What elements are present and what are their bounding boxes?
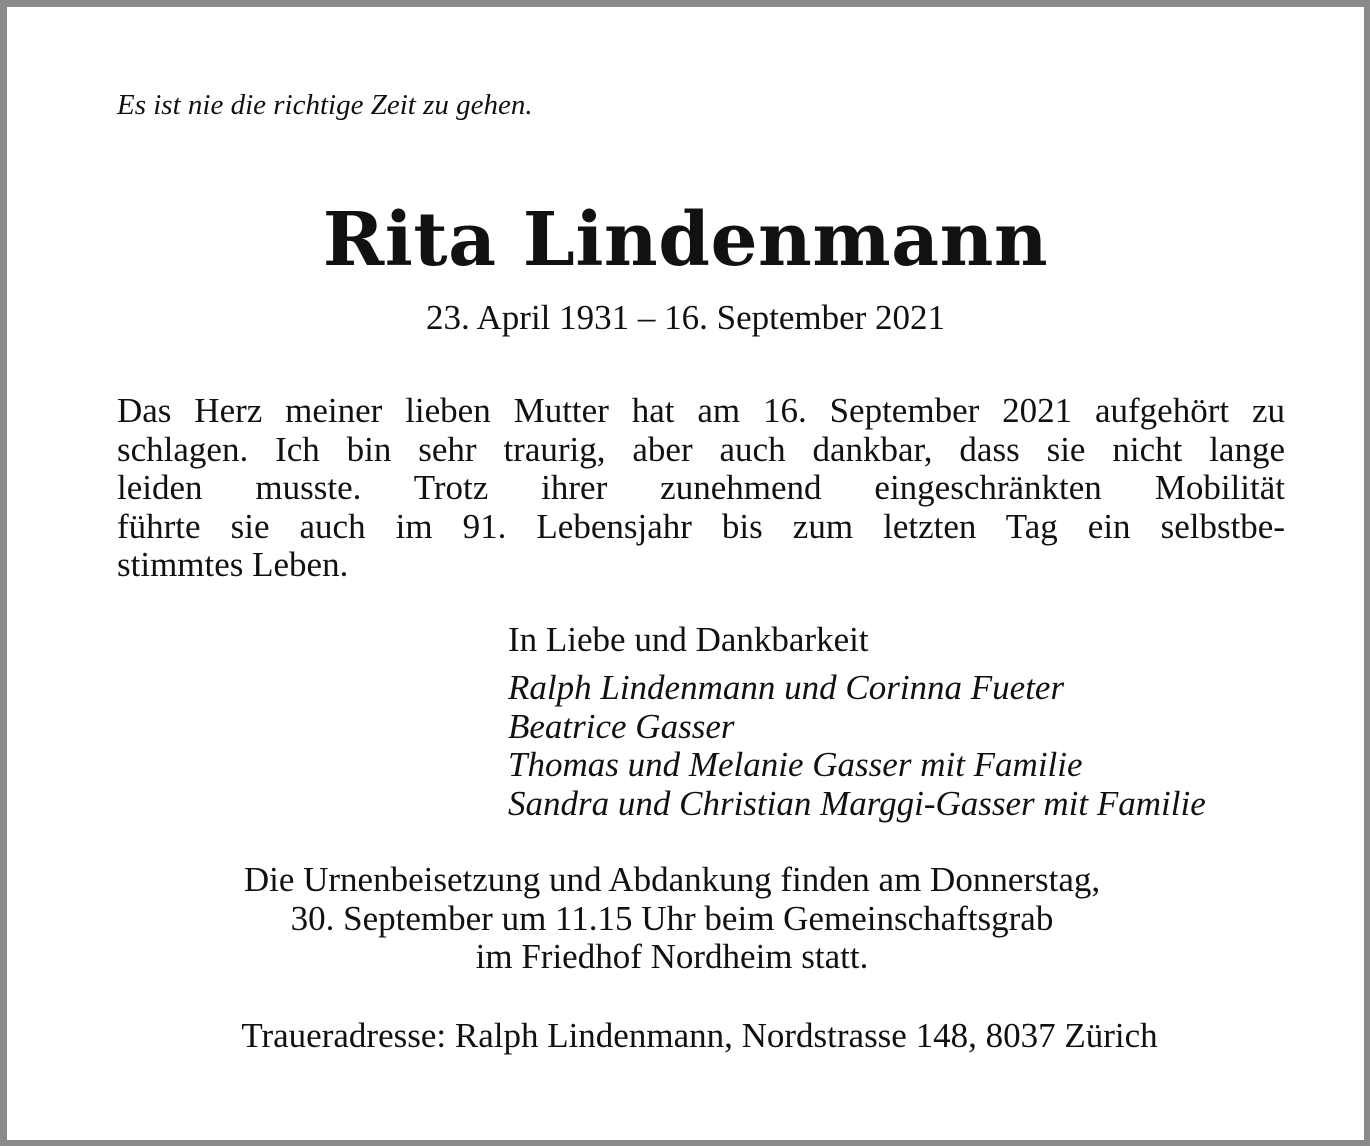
life-dates: 23. April 1931 – 16. September 2021 bbox=[425, 298, 946, 337]
funeral-line: 30. September um 11.15 Uhr beim Gemeinschaftsgrab bbox=[290, 898, 1054, 938]
motto-quote: Es ist nie die richtige Zeit zu gehen. bbox=[117, 89, 533, 121]
message-line: leiden musste. Trotz ihrer zunehmend eingeschränkten Mobilität bbox=[117, 468, 1285, 507]
closing-phrase: In Liebe und Dankbarkeit bbox=[508, 620, 869, 659]
funeral-notice bbox=[7, 861, 1337, 977]
message-line: führte sie auch im 91. Lebensjahr bis zum letzten Tag ein selbstbe- bbox=[117, 506, 1285, 546]
message-line: stimmtes Leben. bbox=[117, 545, 349, 584]
signatory: Thomas und Melanie Gasser mit Familie bbox=[508, 745, 1083, 784]
mourning-address: Traueradresse: Ralph Lindenmann, Nordstrasse 148, 8037 Zürich bbox=[241, 1016, 1158, 1055]
message-line: schlagen. Ich bin sehr traurig, aber auch dankbar, dass sie nicht lange bbox=[117, 429, 1285, 469]
signatory: Ralph Lindenmann und Corinna Fueter bbox=[508, 668, 1065, 707]
deceased-name: Rita Lindenmann bbox=[322, 197, 1049, 283]
funeral-line: im Friedhof Nordheim statt. bbox=[475, 937, 869, 976]
signatory: Beatrice Gasser bbox=[508, 706, 735, 746]
obituary-message bbox=[117, 392, 1285, 585]
signatory: Sandra und Christian Marggi-Gasser mit Familie bbox=[508, 783, 1206, 823]
funeral-line: Die Urnenbeisetzung und Abdankung finden am Donnerstag, bbox=[243, 860, 1101, 899]
signatories-list bbox=[508, 669, 1206, 823]
message-line: Das Herz meiner lieben Mutter hat am 16. September 2021 aufgehört zu bbox=[117, 391, 1285, 430]
